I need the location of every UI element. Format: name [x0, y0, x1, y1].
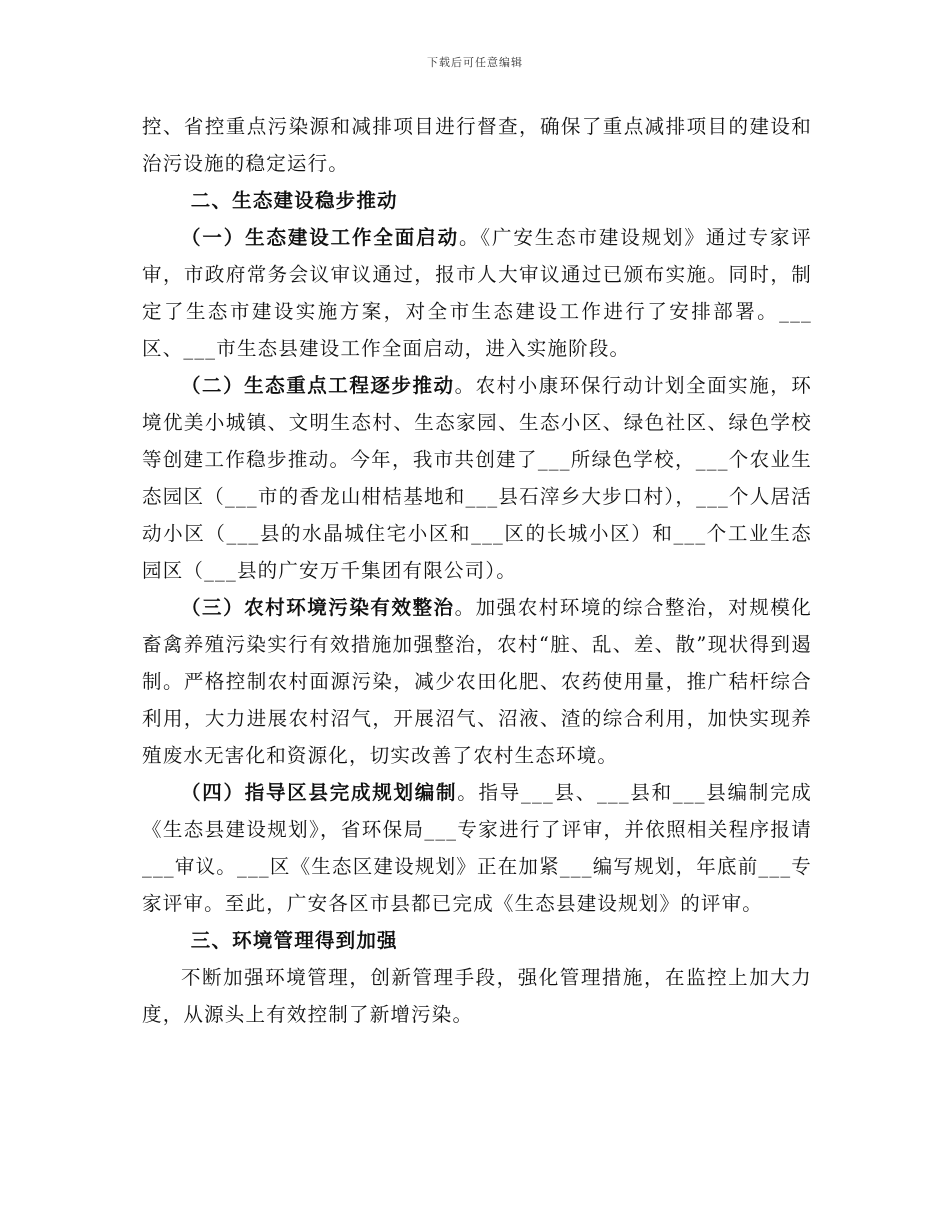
section-heading-3: 三、环境管理得到加强 — [190, 929, 398, 952]
subsection-3-title: （三）农村环境污染有效整治 — [181, 596, 455, 619]
subsection-1-body: 。《广安生态市建设规划》通过专家评审，市政府常务会议审议通过，报市人大审议通过已颁布实施。同时，制定了生态市建设实施方案，对全市生态建设工作进行了安排部署。___区、___市生态县建设工作全面启动，进入实施阶段。 — [142, 226, 812, 360]
subsection-2 — [142, 367, 812, 589]
subsection-4-body: 。指导___县、___县和___县编制完成《生态县建设规划》，省环保局___专家进行了评审，并依照相关程序报请___审议。___区《生态区建设规划》正在加紧___编写规划，年底前___专家评审。至此，广安各区市县都已完成《生态县建设规划》的评审。 — [142, 781, 812, 915]
subsection-3-body: 。加强农村环境的综合整治，对规模化畜禽养殖污染实行有效措施加强整治，农村“脏、乱、差、散”现状得到遏制。严格控制农村面源污染，减少农田化肥、农药使用量，推广秸杆综合利用，大力进展农村沼气，开展沼气、沼液、渣的综合利用，加快实现养殖废水无害化和资源化，切实改善了农村生态环境。 — [142, 596, 812, 767]
subsection-4 — [142, 774, 812, 922]
subsection-2-title: （二）生态重点工程逐步推动 — [181, 374, 455, 397]
subsection-2-body: 。农村小康环保行动计划全面实施，环境优美小城镇、文明生态村、生态家园、生态小区、绿色社区、绿色学校等创建工作稳步推动。今年，我市共创建了___所绿色学校，___个农业生态园区（___市的香龙山柑桔基地和___县石滓乡大步口村），___个人居活动小区（___县的水晶城住宅小区和___区的长城小区）和___个工业生态园区（___县的广安万千集团有限公司）。 — [142, 374, 812, 582]
page-header-note: 下载后可任意编辑 — [427, 56, 523, 69]
subsection-3 — [142, 589, 812, 774]
paragraph-continuation: 控、省控重点污染源和减排项目进行督查，确保了重点减排项目的建设和治污设施的稳定运行。 — [142, 115, 812, 175]
section-heading-2: 二、生态建设稳步推动 — [190, 189, 398, 212]
subsection-1 — [142, 219, 812, 367]
document-body — [142, 108, 812, 1033]
subsection-1-title: （一）生态建设工作全面启动 — [181, 226, 459, 249]
paragraph-final: 不断加强环境管理，创新管理手段，强化管理措施，在监控上加大力度，从源头上有效控制了新增污染。 — [142, 966, 812, 1026]
subsection-4-title: （四）指导区县完成规划编制 — [181, 781, 458, 804]
